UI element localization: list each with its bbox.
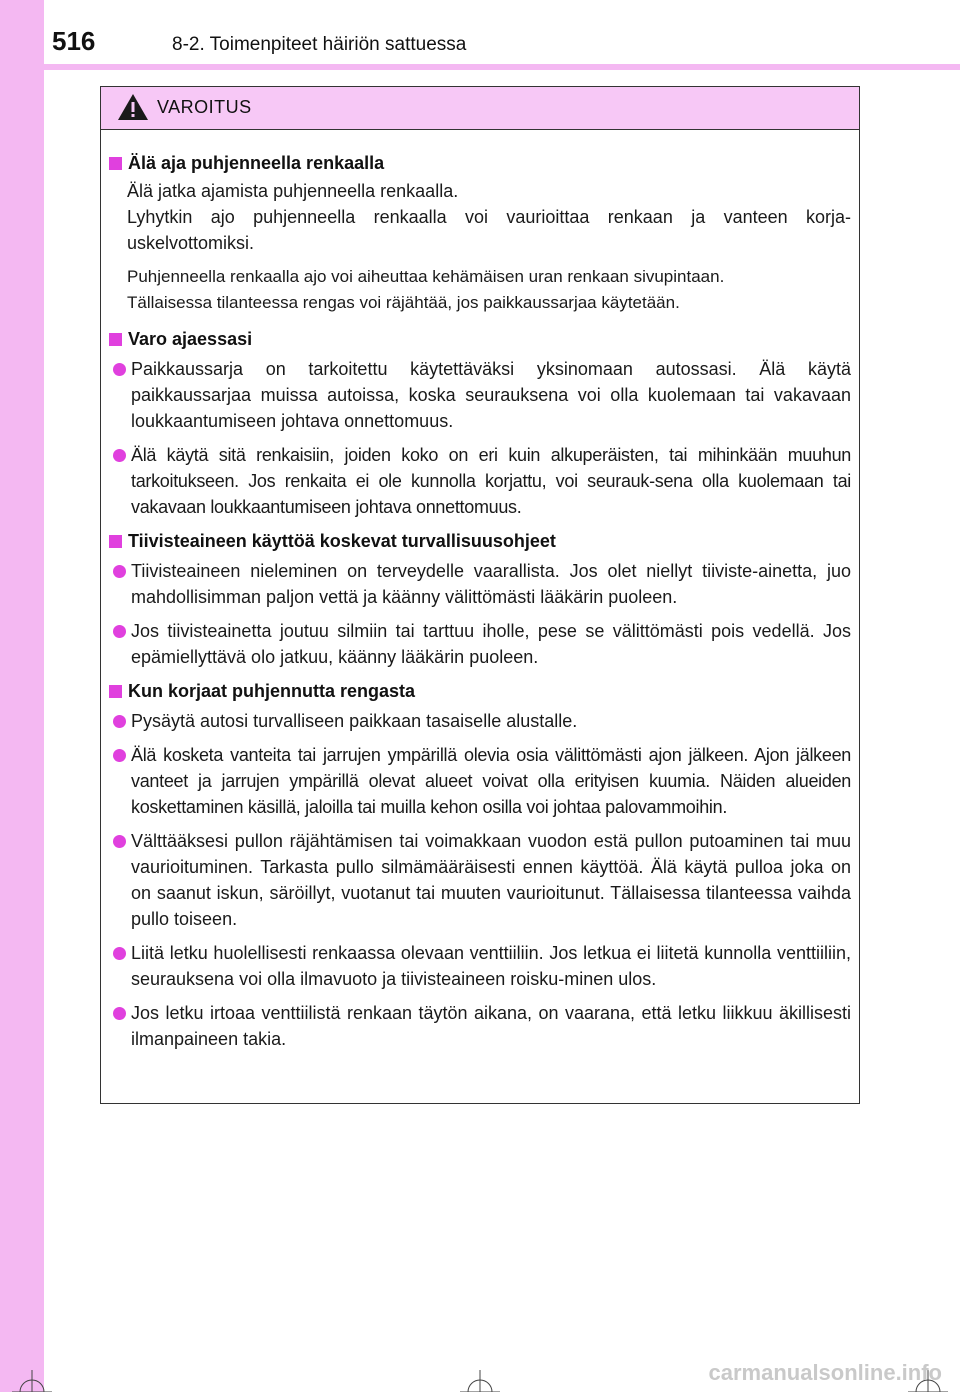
list-item: Pysäytä autosi turvalliseen paikkaan tasaiselle alustalle.: [113, 708, 851, 734]
left-color-strip: [0, 0, 44, 1392]
list-item: Jos letku irtoaa venttiilistä renkaan täytön aikana, on vaarana, että letku liikkuu äkillisesti ilmanpaineen takia.: [113, 1000, 851, 1052]
warning-section: [109, 150, 851, 316]
round-bullet-icon: [113, 363, 126, 376]
round-bullet-icon: [113, 565, 126, 578]
section-heading: Älä aja puhjenneella renkaalla: [109, 150, 851, 176]
paragraph: Puhjenneella renkaalla ajo voi aiheuttaa kehämäisen uran renkaan sivupintaan. Tällaisessa tilanteessa rengas voi räjähtää, jos paikkaussarjaa käytetään.: [127, 267, 725, 312]
warning-triangle-icon: [117, 93, 149, 121]
crop-mark-icon: [12, 1370, 52, 1392]
warning-title: VAROITUS: [157, 97, 252, 117]
list-item: Liitä letku huolellisesti renkaassa olevaan venttiiliin. Jos letkua ei liitetä kunnolla venttiiliin, seurauksena voi olla ilmavuoto ja tiivisteaineen roisku-minen ulos.: [113, 940, 851, 992]
page-number: 516: [52, 26, 96, 56]
paragraph: Älä jatka ajamista puhjenneella renkaalla. Lyhytkin ajo puhjenneella renkaalla voi vaurioittaa renkaan ja vanteen korja- uskelvottomiksi.: [127, 181, 851, 253]
list-item: Paikkaussarja on tarkoitettu käytettäväksi yksinomaan autossasi. Älä käytä paikkaussarjaa muissa autoissa, koska seurauksena voi olla kuolemaan tai vakavaan loukkaantumiseen johtava onnettomuus.: [113, 356, 851, 434]
round-bullet-icon: [113, 449, 126, 462]
crop-mark-icon: [460, 1370, 500, 1392]
round-bullet-icon: [113, 835, 126, 848]
list-item: Jos tiivisteainetta joutuu silmiin tai tarttuu iholle, pese se välittömästi pois vedellä. Jos epämiellyttävä olo jatkuu, käänny lääkärin puoleen.: [113, 618, 851, 670]
warning-box: [100, 86, 860, 1104]
list-item: Älä kosketa vanteita tai jarrujen ympärillä olevia osia välittömästi ajon jälkeen. Ajon jälkeen vanteet ja jarrujen ympärillä olevat alueet voivat olla erityisen kuumia. Näiden alueiden koskettaminen käsillä, jaloilla tai muilla kehon osilla voi johtaa palovammoihin.: [113, 742, 851, 820]
round-bullet-icon: [113, 749, 126, 762]
section-heading: Varo ajaessasi: [109, 326, 851, 352]
warning-section: [109, 326, 851, 520]
square-bullet-icon: [109, 535, 122, 548]
round-bullet-icon: [113, 715, 126, 728]
warning-section: [109, 528, 851, 670]
header-rule: [44, 64, 960, 70]
round-bullet-icon: [113, 1007, 126, 1020]
section-heading: Kun korjaat puhjennutta rengasta: [109, 678, 851, 704]
round-bullet-icon: [113, 947, 126, 960]
section-heading: Tiivisteaineen käyttöä koskevat turvallisuusohjeet: [109, 528, 851, 554]
warning-section: [109, 678, 851, 1052]
square-bullet-icon: [109, 685, 122, 698]
warning-header: [101, 87, 859, 130]
list-item: Välttääksesi pullon räjähtämisen tai voimakkaan vuodon estä pullon putoaminen tai muu vaurioituminen. Tarkasta pullo silmämääräisesti ennen käyttöä. Älä käytä pulloa joka on on saanut iskun, säröillyt, vuotanut tai muuten vaurioitunut. Tällaisessa tilanteessa vaihda pullo toiseen.: [113, 828, 851, 932]
watermark: carmanualsonline.info: [708, 1360, 942, 1385]
list-item: Tiivisteaineen nieleminen on terveydelle vaarallista. Jos olet niellyt tiiviste-ainetta, juo mahdollisimman paljon vettä ja käänny välittömästi lääkärin puoleen.: [113, 558, 851, 610]
list-item: Älä käytä sitä renkaisiin, joiden koko on eri kuin alkuperäisten, tai mihinkään muuhun tarkoitukseen. Jos renkaita ei ole kunnolla korjattu, voi seurauk-sena olla kuolemaan tai vakavaan loukkaantumiseen johtava onnettomuus.: [113, 442, 851, 520]
round-bullet-icon: [113, 625, 126, 638]
section-title: 8-2. Toimenpiteet häiriön sattuessa: [172, 34, 467, 55]
warning-body: [101, 130, 859, 1052]
square-bullet-icon: [109, 157, 122, 170]
square-bullet-icon: [109, 333, 122, 346]
